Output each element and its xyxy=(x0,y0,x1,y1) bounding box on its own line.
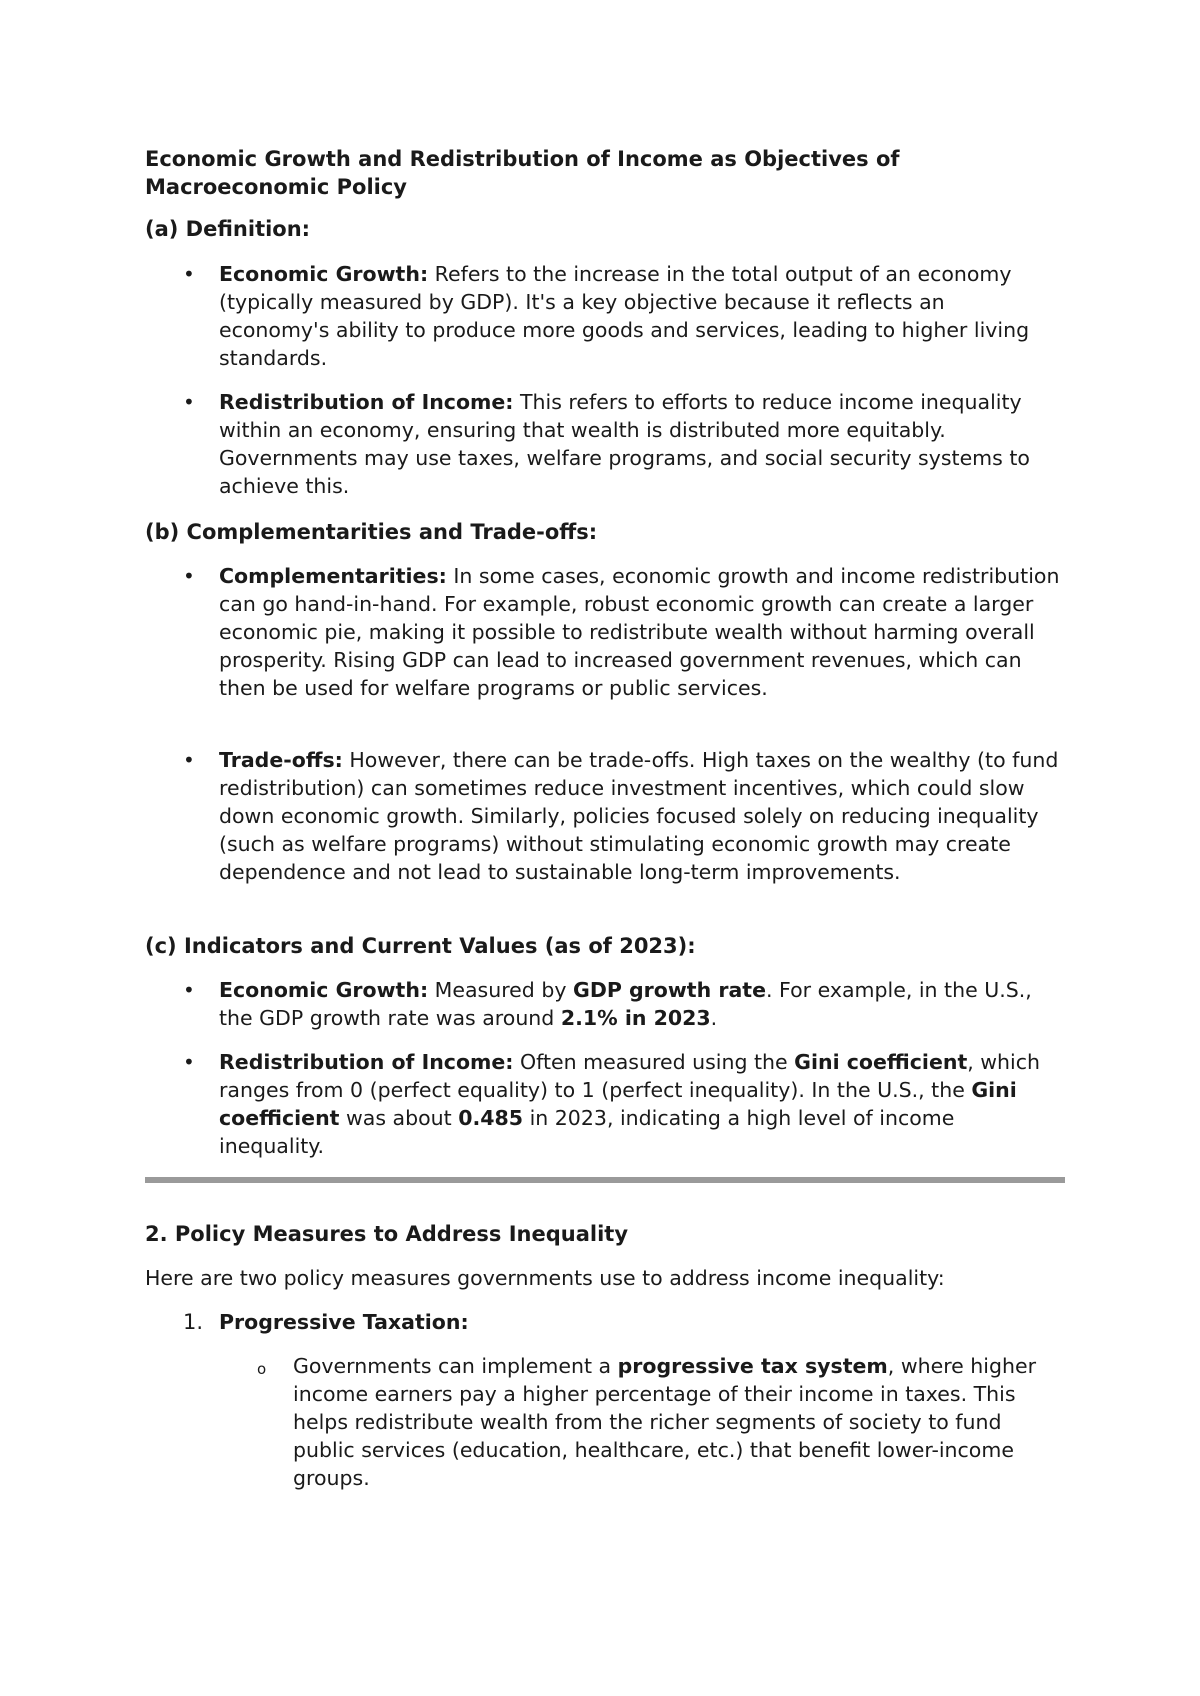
item-lead: Complementarities: xyxy=(219,564,447,588)
list-number: 1. xyxy=(183,1310,204,1334)
item-lead: Economic Growth: xyxy=(219,978,429,1002)
item-text: Refers to the increase in the total output of an economy (typically measured by GDP). It's a key objective because it reflects an economy's ability to produce more goods and services, leading to higher living standards. xyxy=(219,262,1030,370)
bullet-icon: • xyxy=(183,748,195,772)
progressive-tax-term: progressive tax system xyxy=(617,1354,888,1378)
bullet-icon: • xyxy=(183,1050,195,1074)
item-lead: Economic Growth: xyxy=(219,262,429,286)
bullet-icon: • xyxy=(183,564,195,588)
gini-term: Gini coefficient xyxy=(794,1050,968,1074)
item-lead: Trade-offs: xyxy=(219,748,343,772)
item-label: Progressive Taxation: xyxy=(219,1310,469,1334)
gini-value: 0.485 xyxy=(458,1106,524,1130)
section-a-heading: (a) Definition: xyxy=(145,217,311,241)
circle-bullet-icon: o xyxy=(257,1360,267,1378)
item-text: This refers to efforts to reduce income inequality within an economy, ensuring that wealth is distributed more equitably. Governments may use taxes, welfare programs, and social security systems to achieve this. xyxy=(219,390,1030,498)
horizontal-divider xyxy=(145,1177,1065,1183)
section-2-heading: 2. Policy Measures to Address Inequality xyxy=(145,1222,629,1246)
item-lead: Redistribution of Income: xyxy=(219,390,514,414)
section-2-intro: Here are two policy measures governments use to address income inequality: xyxy=(145,1266,945,1290)
document-title: Economic Growth and Redistribution of Income as Objectives of Macroeconomic Policy xyxy=(145,147,900,199)
gdp-growth-rate-term: GDP growth rate xyxy=(573,978,766,1002)
bullet-icon: • xyxy=(183,978,195,1002)
item-lead: Redistribution of Income: xyxy=(219,1050,514,1074)
item-text: However, there can be trade-offs. High taxes on the wealthy (to fund redistribution) can sometimes reduce investment incentives, which could slow down economic growth. Similarly, policies focused solely on reducing inequality (such as welfare programs) without stimulating economic growth may create dependence and not lead to sustainable long-term improvements. xyxy=(219,748,1059,884)
gdp-growth-value: 2.1% in 2023 xyxy=(560,1006,711,1030)
gini-term: Gini coefficient xyxy=(219,1078,1017,1130)
bullet-icon: • xyxy=(183,262,195,286)
section-b-heading: (b) Complementarities and Trade-offs: xyxy=(145,520,598,544)
section-c-heading: (c) Indicators and Current Values (as of 2023): xyxy=(145,934,696,958)
item-text: In some cases, economic growth and income redistribution can go hand-in-hand. For example, robust economic growth can create a larger economic pie, making it possible to redistribute wealth without harming overall prosperity. Rising GDP can lead to increased government revenues, which can then be used for welfare programs or public services. xyxy=(219,564,1060,700)
bullet-icon: • xyxy=(183,390,195,414)
